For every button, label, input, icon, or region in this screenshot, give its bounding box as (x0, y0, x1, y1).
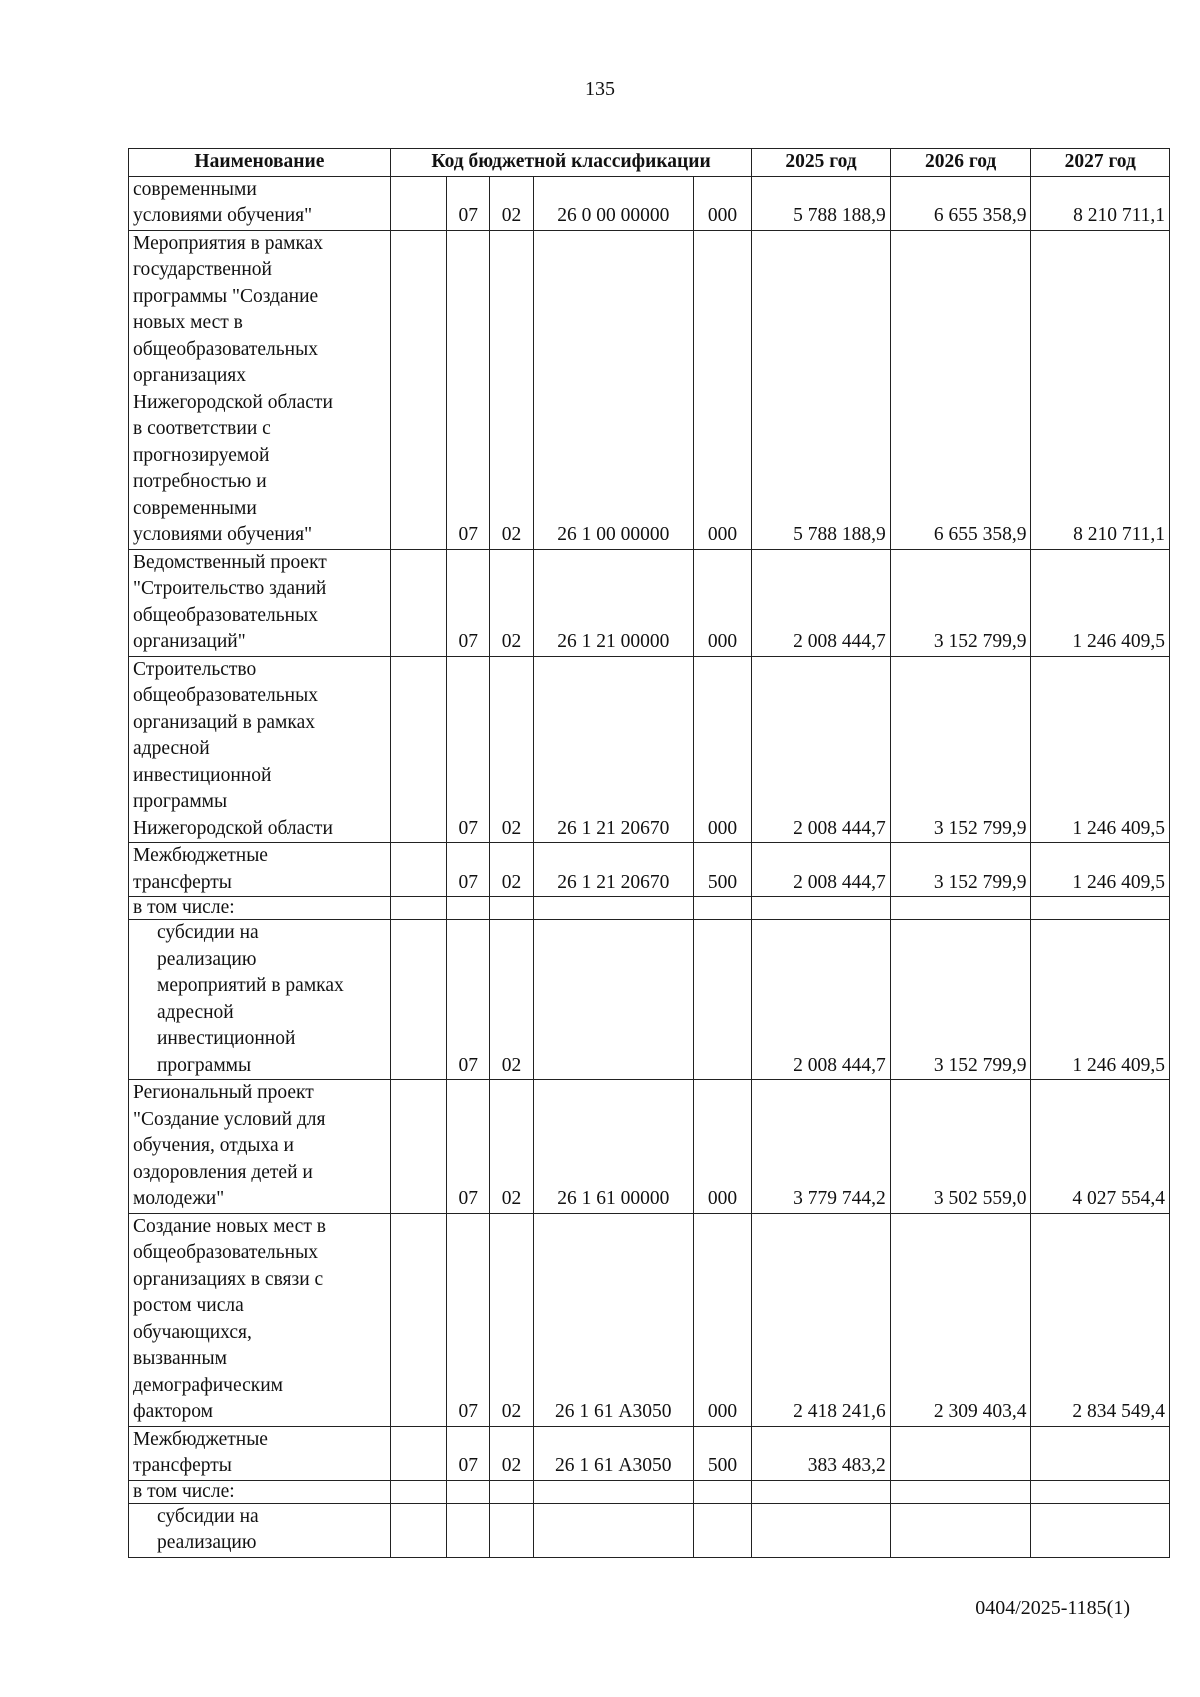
cell-name-line: в том числе: (133, 897, 235, 918)
cell-2027: 8 210 711,1 (1031, 176, 1170, 230)
cell-name-line: общеобразовательных (133, 338, 318, 360)
cell-subsection (490, 897, 533, 920)
cell-2025 (752, 1503, 891, 1557)
cell-subsection: 02 (490, 549, 533, 656)
header-2027: 2027 год (1031, 149, 1170, 177)
cell-name-line: Региональный проект (133, 1082, 314, 1103)
cell-section: 07 (447, 920, 490, 1080)
cell-2025: 5 788 188,9 (752, 176, 891, 230)
cell-code-1 (390, 1213, 446, 1426)
cell-name-line: Нижегородской области (133, 391, 333, 413)
cell-expense-type: 000 (693, 1080, 751, 1214)
cell-2027 (1031, 1480, 1170, 1503)
cell-expense-type (693, 1503, 751, 1557)
cell-name-line: реализацию (157, 1532, 257, 1553)
cell-name (129, 920, 391, 1080)
cell-section: 07 (447, 549, 490, 656)
cell-name (129, 230, 391, 549)
page-number: 135 (585, 78, 615, 100)
cell-name (129, 843, 391, 897)
cell-name-line: новых мест в (133, 312, 243, 333)
cell-2025: 2 008 444,7 (752, 843, 891, 897)
cell-2025: 383 483,2 (752, 1426, 891, 1480)
cell-subsection (490, 1480, 533, 1503)
cell-2027: 4 027 554,4 (1031, 1080, 1170, 1214)
cell-target-article (533, 920, 693, 1080)
table-row (129, 1080, 1170, 1214)
table-row (129, 1426, 1170, 1480)
cell-subsection: 02 (490, 843, 533, 897)
cell-name-line: современными (133, 178, 257, 200)
table-header-row (129, 149, 1170, 177)
cell-name-line: общеобразовательных (133, 685, 318, 706)
cell-section (447, 1480, 490, 1503)
cell-subsection: 02 (490, 920, 533, 1080)
header-2025: 2025 год (752, 149, 891, 177)
cell-code-1 (390, 656, 446, 843)
cell-subsection: 02 (490, 1426, 533, 1480)
table-row (129, 230, 1170, 549)
cell-2027: 1 246 409,5 (1031, 920, 1170, 1080)
cell-2026 (890, 1480, 1031, 1503)
cell-name-line: организациях в связи с (133, 1268, 324, 1290)
cell-name (129, 549, 391, 656)
cell-section: 07 (447, 1080, 490, 1214)
cell-name-line: "Строительство зданий (133, 578, 327, 599)
cell-target-article: 26 0 00 00000 (533, 176, 693, 230)
cell-2025: 2 008 444,7 (752, 549, 891, 656)
cell-name-line: обучения, отдыха и (133, 1135, 294, 1156)
cell-2026: 3 152 799,9 (890, 656, 1031, 843)
cell-expense-type (693, 1480, 751, 1503)
cell-code-1 (390, 897, 446, 920)
cell-expense-type (693, 920, 751, 1080)
cell-2027 (1031, 897, 1170, 920)
cell-name-line: условиями обучения" (133, 205, 313, 226)
table-body (129, 176, 1170, 1557)
cell-2026 (890, 1426, 1031, 1480)
cell-name-line: программы "Создание (133, 285, 319, 307)
cell-name-line: программы (133, 791, 228, 812)
cell-name-line: Межбюджетные (133, 845, 268, 866)
cell-code-1 (390, 1080, 446, 1214)
cell-code-1 (390, 176, 446, 230)
cell-2025: 5 788 188,9 (752, 230, 891, 549)
cell-name (129, 656, 391, 843)
cell-expense-type: 000 (693, 1213, 751, 1426)
cell-2026: 3 152 799,9 (890, 549, 1031, 656)
cell-2026: 6 655 358,9 (890, 176, 1031, 230)
table-row (129, 1213, 1170, 1426)
document-number: 0404/2025-1185(1) (975, 1597, 1130, 1619)
cell-target-article (533, 897, 693, 920)
table-row (129, 843, 1170, 897)
cell-expense-type: 000 (693, 176, 751, 230)
table-row (129, 1480, 1170, 1503)
cell-name-line: инвестиционной (157, 1028, 296, 1049)
cell-section: 07 (447, 230, 490, 549)
cell-code-1 (390, 1426, 446, 1480)
cell-subsection: 02 (490, 1213, 533, 1426)
cell-expense-type: 500 (693, 1426, 751, 1480)
cell-name-line: демографическим (133, 1374, 283, 1396)
cell-name-line: прогнозируемой (133, 444, 270, 466)
cell-section: 07 (447, 1426, 490, 1480)
cell-2026 (890, 1503, 1031, 1557)
budget-table (128, 148, 1170, 1558)
cell-name-line: инвестиционной (133, 764, 272, 786)
cell-name-line: в том числе: (133, 1480, 235, 1502)
cell-subsection: 02 (490, 656, 533, 843)
cell-code-1 (390, 230, 446, 549)
cell-2027: 8 210 711,1 (1031, 230, 1170, 549)
cell-section: 07 (447, 843, 490, 897)
cell-name-line: обучающихся, (133, 1321, 252, 1343)
table-row (129, 897, 1170, 920)
header-code: Код бюджетной классификации (390, 149, 751, 177)
cell-2026 (890, 897, 1031, 920)
cell-section (447, 897, 490, 920)
cell-target-article: 26 1 61 00000 (533, 1080, 693, 1214)
cell-name-line: общеобразовательных (133, 604, 318, 626)
cell-name-line: современными (133, 497, 257, 519)
table-row (129, 549, 1170, 656)
cell-2027: 1 246 409,5 (1031, 843, 1170, 897)
cell-target-article: 26 1 61 А3050 (533, 1213, 693, 1426)
cell-name-line: условиями обучения" (133, 524, 313, 545)
cell-2025: 2 008 444,7 (752, 920, 891, 1080)
cell-name-line: организаций" (133, 631, 246, 652)
table-row (129, 176, 1170, 230)
cell-code-1 (390, 1480, 446, 1503)
cell-name-line: трансферты (133, 1455, 232, 1476)
cell-target-article: 26 1 21 00000 (533, 549, 693, 656)
header-2026: 2026 год (890, 149, 1031, 177)
cell-code-1 (390, 1503, 446, 1557)
cell-name-line: субсидии на (157, 922, 259, 943)
cell-name (129, 1503, 391, 1557)
cell-name-line: государственной (133, 259, 272, 280)
cell-section: 07 (447, 656, 490, 843)
cell-code-1 (390, 843, 446, 897)
cell-name-line: адресной (133, 738, 210, 759)
cell-name-line: оздоровления детей и (133, 1161, 313, 1183)
cell-target-article (533, 1480, 693, 1503)
cell-expense-type (693, 897, 751, 920)
cell-name (129, 1480, 391, 1503)
cell-name-line: реализацию (157, 948, 257, 970)
cell-name-line: общеобразовательных (133, 1242, 318, 1263)
cell-name-line: вызванным (133, 1348, 227, 1369)
cell-target-article: 26 1 21 20670 (533, 656, 693, 843)
cell-name-line: "Создание условий для (133, 1108, 326, 1130)
cell-2025: 3 779 744,2 (752, 1080, 891, 1214)
cell-name-line: потребностью и (133, 471, 267, 492)
cell-2026: 3 152 799,9 (890, 843, 1031, 897)
cell-2027 (1031, 1426, 1170, 1480)
cell-expense-type: 000 (693, 656, 751, 843)
cell-subsection: 02 (490, 1080, 533, 1214)
table-row (129, 920, 1170, 1080)
table-row (129, 656, 1170, 843)
cell-2025: 2 008 444,7 (752, 656, 891, 843)
cell-name-line: Создание новых мест в (133, 1215, 326, 1237)
cell-name-line: в соответствии с (133, 418, 271, 439)
cell-2026: 3 502 559,0 (890, 1080, 1031, 1214)
cell-name-line: ростом числа (133, 1295, 244, 1316)
cell-name-line: мероприятий в рамках (157, 975, 344, 996)
cell-subsection (490, 1503, 533, 1557)
cell-section (447, 1503, 490, 1557)
cell-2027: 1 246 409,5 (1031, 656, 1170, 843)
cell-2026: 3 152 799,9 (890, 920, 1031, 1080)
cell-2025 (752, 1480, 891, 1503)
cell-2025 (752, 897, 891, 920)
cell-name-line: Мероприятия в рамках (133, 232, 324, 254)
cell-name-line: Ведомственный проект (133, 551, 327, 573)
cell-name-line: Строительство (133, 658, 257, 680)
cell-name-line: организаций в рамках (133, 711, 315, 733)
cell-name-line: организациях (133, 365, 246, 386)
cell-2027: 2 834 549,4 (1031, 1213, 1170, 1426)
cell-name (129, 176, 391, 230)
table-row (129, 1503, 1170, 1557)
cell-name-line: молодежи" (133, 1188, 225, 1209)
cell-2027: 1 246 409,5 (1031, 549, 1170, 656)
cell-name-line: программы (157, 1054, 252, 1076)
cell-target-article: 26 1 21 20670 (533, 843, 693, 897)
cell-name (129, 897, 391, 920)
cell-name (129, 1213, 391, 1426)
cell-2026: 6 655 358,9 (890, 230, 1031, 549)
cell-target-article: 26 1 00 00000 (533, 230, 693, 549)
cell-section: 07 (447, 176, 490, 230)
cell-name-line: Межбюджетные (133, 1428, 268, 1450)
cell-expense-type: 500 (693, 843, 751, 897)
cell-code-1 (390, 549, 446, 656)
cell-subsection: 02 (490, 176, 533, 230)
cell-target-article: 26 1 61 А3050 (533, 1426, 693, 1480)
cell-name-line: адресной (157, 1001, 234, 1023)
cell-expense-type: 000 (693, 549, 751, 656)
cell-2027 (1031, 1503, 1170, 1557)
cell-name-line: фактором (133, 1401, 213, 1422)
cell-section: 07 (447, 1213, 490, 1426)
cell-subsection: 02 (490, 230, 533, 549)
cell-name (129, 1426, 391, 1480)
header-name: Наименование (129, 149, 391, 177)
cell-expense-type: 000 (693, 230, 751, 549)
cell-name-line: трансферты (133, 871, 232, 893)
cell-2025: 2 418 241,6 (752, 1213, 891, 1426)
cell-code-1 (390, 920, 446, 1080)
cell-2026: 2 309 403,4 (890, 1213, 1031, 1426)
cell-target-article (533, 1503, 693, 1557)
cell-name-line: Нижегородской области (133, 817, 333, 839)
cell-name-line: субсидии на (157, 1505, 259, 1527)
cell-name (129, 1080, 391, 1214)
